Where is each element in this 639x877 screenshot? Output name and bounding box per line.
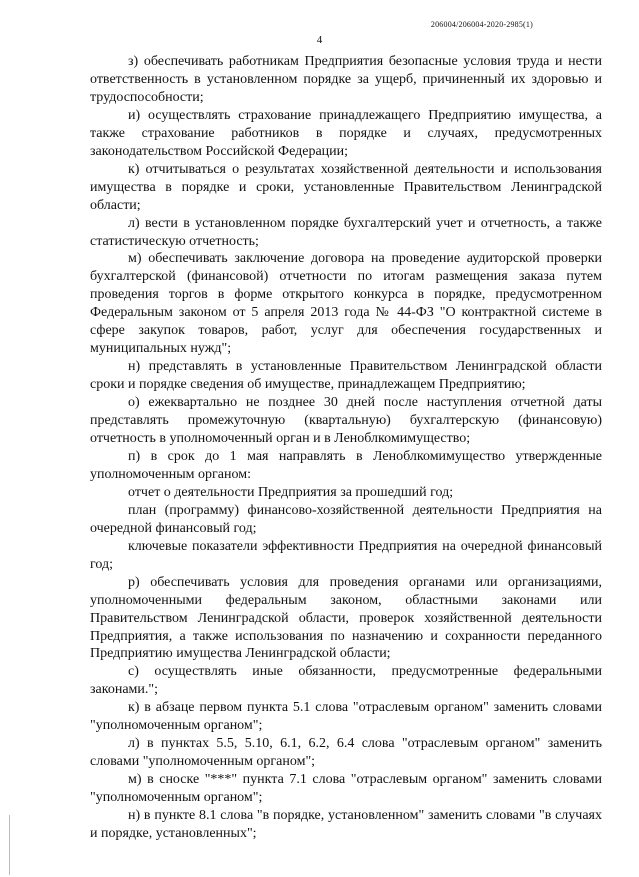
page-number: 4 (316, 34, 323, 46)
paragraph-z: з) обеспечивать работникам Предприятия безопасные условия труда и нести ответственность в установленном порядке за ущерб, причиненный их здоровью и трудоспособности; (90, 54, 602, 105)
amendment-k: к) в абзаце первом пункта 5.1 слова "отраслевым органом" заменить словами "уполномоченным органом"; (90, 700, 602, 734)
amendment-n: н) в пункте 8.1 слова "в порядке, установленном" заменить словами "в случаях и порядке, установленных"; (90, 808, 602, 841)
amendment-m: м) в сноске "***" пункта 7.1 слова "отраслевым органом" заменить словами "уполномоченным органом"; (90, 772, 602, 806)
document-id: 206004/206004-2020-2985(1) (430, 20, 533, 29)
scan-margin-mark (9, 815, 10, 875)
paragraph-p-kpi: ключевые показатели эффективности Предприятия на очередной финансовый год; (90, 538, 602, 572)
paragraph-n: н) представлять в установленные Правительством Ленинградской области сроки и порядке сведения об имуществе, принадлежащем Предприятию; (90, 359, 602, 393)
paragraph-p-plan: план (программу) финансово-хозяйственной деятельности Предприятия на очередной финансовый год; (90, 502, 602, 536)
document-body (90, 53, 602, 843)
paragraph-m: м) обеспечивать заключение договора на проведение аудиторской проверки бухгалтерской (финансовой) отчетности по итогам размещения заказа путем проведения торгов в форме открытого конкурса в порядке, предусмотренном Федеральным законом от 5 апреля 2013 года № 44-ФЗ "О контрактной системе в сфере закупок товаров, работ, услуг для обеспечения государственных и муниципальных нужд"; (90, 251, 602, 357)
paragraph-r: р) обеспечивать условия для проведения органами или организациями, уполномоченными федеральным законом, областными законами или Правительством Ленинградской области, проверок хозяйственной деятельности Предприятия, а также использования по назначению и сохранности переданного Предприятию имущества Ленинградской области; (90, 574, 602, 662)
paragraph-p: п) в срок до 1 мая направлять в Леноблкомимущество утвержденные уполномоченным органом: (90, 448, 602, 482)
paragraph-l: л) вести в установленном порядке бухгалтерский учет и отчетность, а также статистическую отчетность; (90, 215, 602, 249)
paragraph-p-report: отчет о деятельности Предприятия за прошедший год; (128, 484, 454, 500)
paragraph-o: о) ежеквартально не позднее 30 дней после наступления отчетной даты представлять промежуточную (квартальную) бухгалтерскую (финансовую) отчетность в уполномоченный орган и в Леноблкомимущество; (90, 395, 602, 447)
paragraph-k: к) отчитываться о результатах хозяйственной деятельности и использования имущества в порядке и сроки, установленные Правительством Ленинградской области; (90, 161, 602, 213)
paragraph-s: с) осуществлять иные обязанности, предусмотренные федеральными законами."; (90, 664, 602, 698)
amendment-l: л) в пунктах 5.5, 5.10, 6.1, 6.2, 6.4 слова "отраслевым органом" заменить словами "уполномоченным органом"; (90, 736, 602, 770)
paragraph-i: и) осуществлять страхование принадлежащего Предприятию имущества, а также страхование работников в порядке и случаях, предусмотренных законодательством Российской Федерации; (90, 107, 602, 159)
